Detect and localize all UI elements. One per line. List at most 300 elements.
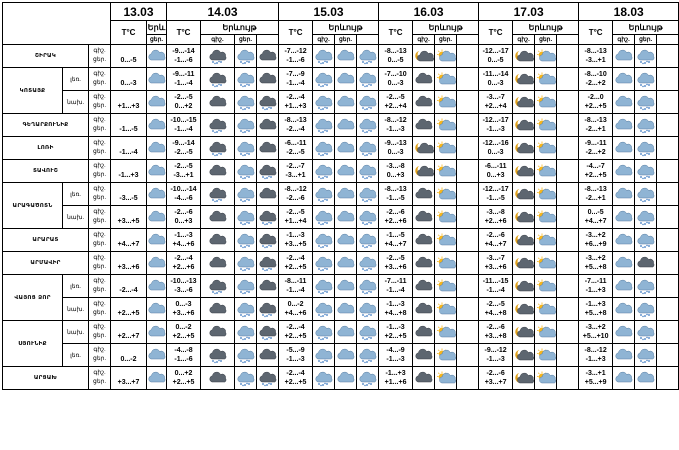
- temp-range: -2...-6 0...+3: [167, 206, 201, 229]
- snow-cloud-icon: [358, 49, 378, 64]
- weather-cell: [335, 160, 357, 183]
- forecast-table: [2, 2, 679, 390]
- weather-cell: [201, 114, 235, 137]
- weather-cell: [201, 321, 235, 344]
- weather-cell: [535, 183, 557, 206]
- weather-cell: [313, 321, 335, 344]
- weather-cell: [535, 298, 557, 321]
- cloud-icon: [147, 118, 167, 133]
- moon-cloud-icon: [514, 302, 534, 317]
- weather-cell: [613, 321, 635, 344]
- temp-range: -2...-6 +4...+7: [479, 229, 513, 252]
- weather-cell: [635, 45, 657, 68]
- weather-cell: [413, 68, 435, 91]
- weather-cell: [235, 91, 257, 114]
- cloud-icon: [336, 302, 356, 317]
- sun-cloud-icon: [436, 118, 456, 133]
- weather-cell: [613, 45, 635, 68]
- temp-range: -3...-7 +2...+4: [479, 91, 513, 114]
- weather-cell: [613, 91, 635, 114]
- dark-snow-cloud-icon: [258, 371, 278, 386]
- region-row: [3, 91, 679, 114]
- phen-col-header: Երևույթ: [201, 21, 279, 35]
- snow-cloud-icon: [636, 210, 656, 225]
- temp-range: -3...+1 +5...+9: [579, 367, 613, 390]
- temp-range: -8...-13 -3...+1: [579, 45, 613, 68]
- weather-cell: [335, 367, 357, 390]
- sun-cloud-icon: [436, 348, 456, 363]
- region-name: ԱՐՄԱՎԻՐ: [3, 252, 89, 275]
- temp-range: -8...-13 -1...-5: [379, 183, 413, 206]
- temp-range: -1...+3 +5...+8: [579, 298, 613, 321]
- sun-cloud-icon: [536, 118, 556, 133]
- cloud-icon: [147, 348, 167, 363]
- weather-cell: [335, 183, 357, 206]
- weather-cell: [513, 137, 535, 160]
- temp-range: -9...-11 -2...+2: [579, 137, 613, 160]
- region-name: ՏԱՎՈՒՇ: [3, 160, 89, 183]
- cloud-icon: [614, 141, 634, 156]
- weather-cell: [435, 298, 457, 321]
- weather-cell: [557, 114, 579, 137]
- weather-cell: [635, 321, 657, 344]
- date-header: 17.03: [479, 3, 579, 21]
- weather-cell: [357, 367, 379, 390]
- day-night-labels: գիշ. ցեր.: [89, 344, 111, 367]
- zone-label: լեռ.: [63, 344, 89, 367]
- snow-cloud-icon: [314, 95, 334, 110]
- weather-cell: [313, 298, 335, 321]
- dark-cloud-icon: [208, 95, 228, 110]
- weather-cell: [435, 183, 457, 206]
- weather-cell: [257, 367, 279, 390]
- region-row: [3, 183, 679, 206]
- weather-cell: [535, 160, 557, 183]
- snow-cloud-icon: [636, 164, 656, 179]
- temp-range: -4...-7 +2...+5: [579, 160, 613, 183]
- dark-cloud-icon: [414, 325, 434, 340]
- cloud-icon: [147, 187, 167, 202]
- weather-cell: [201, 45, 235, 68]
- weather-cell: [657, 91, 679, 114]
- temp-range: -8...-12 -2...-6: [279, 183, 313, 206]
- night-label: գիշ.: [513, 35, 535, 45]
- cloud-icon: [336, 210, 356, 225]
- weather-cell: [513, 183, 535, 206]
- weather-cell: [335, 91, 357, 114]
- temp-col-header: T°C: [479, 21, 513, 45]
- weather-cell: [201, 275, 235, 298]
- sun-cloud-icon: [536, 164, 556, 179]
- sun-cloud-icon: [536, 72, 556, 87]
- weather-cell: [313, 344, 335, 367]
- cloud-icon: [614, 187, 634, 202]
- region-name: ԿՈՏԱՅՔ: [3, 68, 63, 114]
- cloud-icon: [336, 256, 356, 271]
- cloud-icon: [336, 187, 356, 202]
- weather-cell: [357, 298, 379, 321]
- weather-cell: [335, 275, 357, 298]
- weather-cell: [313, 229, 335, 252]
- cloud-icon: [147, 164, 167, 179]
- dark-snow-cloud-icon: [258, 256, 278, 271]
- cloud-icon: [336, 118, 356, 133]
- cloud-icon: [614, 72, 634, 87]
- weather-cell: [557, 252, 579, 275]
- snow-cloud-icon: [314, 118, 334, 133]
- weather-cell: [657, 68, 679, 91]
- weather-cell: [513, 252, 535, 275]
- temp-range: -1...-5: [111, 114, 147, 137]
- weather-cell: [535, 367, 557, 390]
- snow-cloud-icon: [314, 187, 334, 202]
- moon-cloud-icon: [414, 164, 434, 179]
- weather-cell: [513, 45, 535, 68]
- snow-cloud-icon: [314, 279, 334, 294]
- weather-cell: [635, 298, 657, 321]
- moon-cloud-icon: [414, 141, 434, 156]
- weather-cell: [413, 367, 435, 390]
- weather-cell: [413, 114, 435, 137]
- dark-cloud-icon: [208, 164, 228, 179]
- weather-cell: [513, 229, 535, 252]
- weather-cell: [657, 206, 679, 229]
- dark-cloud-icon: [636, 256, 656, 271]
- cloud-icon: [336, 141, 356, 156]
- weather-cell: [235, 321, 257, 344]
- temp-range: 0...-3: [111, 68, 147, 91]
- dark-snow-cloud-icon: [258, 210, 278, 225]
- weather-cell: [257, 137, 279, 160]
- zone-label: լեռ.: [63, 275, 89, 298]
- weather-cell: [257, 252, 279, 275]
- temp-range: +4...+7: [111, 229, 147, 252]
- weather-cell: [513, 68, 535, 91]
- cloud-icon: [614, 210, 634, 225]
- weather-cell: [457, 298, 479, 321]
- temp-range: -9...-14 -2...-5: [167, 137, 201, 160]
- weather-cell: [657, 137, 679, 160]
- day-night-labels: գիշ. ցեր.: [89, 114, 111, 137]
- cloud-icon: [614, 233, 634, 248]
- temp-range: -2...-5 +1...+4: [279, 206, 313, 229]
- moon-cloud-icon: [514, 95, 534, 110]
- weather-cell: [335, 206, 357, 229]
- moon-cloud-icon: [514, 325, 534, 340]
- snow-cloud-icon: [636, 118, 656, 133]
- temp-range: -2...-6 +2...+6: [379, 206, 413, 229]
- moon-cloud-icon: [514, 118, 534, 133]
- weather-cell: [147, 137, 167, 160]
- weather-cell: [413, 45, 435, 68]
- moon-cloud-icon: [514, 141, 534, 156]
- weather-cell: [413, 229, 435, 252]
- weather-cell: [335, 344, 357, 367]
- dark-snow-cloud-icon: [258, 164, 278, 179]
- weather-cell: [257, 206, 279, 229]
- cloud-icon: [614, 164, 634, 179]
- weather-cell: [235, 137, 257, 160]
- region-name: ԱՐԱՐԱՏ: [3, 229, 89, 252]
- temp-range: -1...+3 +1...+6: [379, 367, 413, 390]
- weather-cell: [335, 252, 357, 275]
- weather-cell: [357, 91, 379, 114]
- snow-cloud-icon: [636, 325, 656, 340]
- region-row: [3, 252, 679, 275]
- weather-cell: [235, 344, 257, 367]
- dark-cloud-icon: [414, 210, 434, 225]
- snow-cloud-icon: [314, 141, 334, 156]
- temp-range: -8...-13 -2...+1: [579, 183, 613, 206]
- cloud-icon: [614, 118, 634, 133]
- snow-cloud-icon: [236, 72, 256, 87]
- dark-snow-cloud-icon: [258, 325, 278, 340]
- moon-cloud-icon: [514, 210, 534, 225]
- temp-range: -12...-16 0...-3: [479, 137, 513, 160]
- day-night-labels: գիշ. ցեր.: [89, 252, 111, 275]
- weather-cell: [657, 160, 679, 183]
- phen-col-header: Երևույթ: [313, 21, 379, 35]
- temp-range: -2...-4: [111, 275, 147, 298]
- weather-cell: [313, 45, 335, 68]
- cloud-icon: [147, 325, 167, 340]
- temp-range: -10...-13 -3...-6: [167, 275, 201, 298]
- weather-cell: [457, 91, 479, 114]
- temp-range: -8...-11 -1...-4: [279, 275, 313, 298]
- dark-cloud-icon: [414, 348, 434, 363]
- temp-range: -1...-3 +3...+5: [279, 229, 313, 252]
- snow-cloud-icon: [314, 325, 334, 340]
- weather-cell: [313, 137, 335, 160]
- weather-cell: [313, 367, 335, 390]
- temp-range: -9...-13 0...-3: [379, 137, 413, 160]
- cloud-icon: [147, 302, 167, 317]
- temp-range: -12...-17 -1...-5: [479, 183, 513, 206]
- weather-cell: [201, 206, 235, 229]
- temp-range: -7...-11 -1...+3: [579, 275, 613, 298]
- cloud-icon: [147, 95, 167, 110]
- weather-cell: [613, 367, 635, 390]
- dark-snow-cloud-icon: [208, 187, 228, 202]
- weather-cell: [335, 321, 357, 344]
- day-night-labels: գիշ. ցեր.: [89, 68, 111, 91]
- temp-range: -8...-12 -1...-3: [379, 114, 413, 137]
- snow-cloud-icon: [236, 371, 256, 386]
- weather-cell: [457, 206, 479, 229]
- weather-cell: [201, 183, 235, 206]
- temp-col-header: T°C: [167, 21, 201, 45]
- temp-range: +2...+7: [111, 321, 147, 344]
- cloud-icon: [614, 371, 634, 386]
- day-label: ցեր.: [235, 35, 257, 45]
- moon-cloud-icon: [514, 256, 534, 271]
- weather-cell: [201, 229, 235, 252]
- weather-cell: [147, 160, 167, 183]
- temp-range: +3...+6: [111, 252, 147, 275]
- weather-cell: [613, 160, 635, 183]
- moon-cloud-icon: [514, 371, 534, 386]
- sun-cloud-icon: [436, 187, 456, 202]
- sun-cloud-icon: [536, 233, 556, 248]
- weather-cell: [257, 298, 279, 321]
- night-label: գիշ.: [201, 35, 235, 45]
- weather-cell: [335, 114, 357, 137]
- weather-cell: [557, 160, 579, 183]
- weather-cell: [257, 344, 279, 367]
- region-row: [3, 137, 679, 160]
- temp-range: -9...-14 -1...-6: [167, 45, 201, 68]
- weather-cell: [257, 45, 279, 68]
- snow-cloud-icon: [314, 72, 334, 87]
- weather-cell: [313, 206, 335, 229]
- weather-cell: [357, 321, 379, 344]
- weather-cell: [513, 367, 535, 390]
- temp-range: -2...-6 +3...+8: [479, 321, 513, 344]
- weather-cell: [201, 68, 235, 91]
- sun-cloud-icon: [436, 72, 456, 87]
- snow-cloud-icon: [636, 348, 656, 363]
- day-label: ցեր.: [635, 35, 657, 45]
- cloud-icon: [614, 325, 634, 340]
- dark-cloud-icon: [208, 233, 228, 248]
- temp-range: -6...-11 -2...-5: [279, 137, 313, 160]
- cloud-icon: [614, 302, 634, 317]
- dark-snow-cloud-icon: [208, 348, 228, 363]
- weather-cell: [147, 367, 167, 390]
- region-name: ԼՈՌԻ: [3, 137, 89, 160]
- weather-cell: [657, 367, 679, 390]
- weather-cell: [635, 114, 657, 137]
- dark-snow-cloud-icon: [258, 233, 278, 248]
- weather-cell: [413, 206, 435, 229]
- weather-cell: [557, 183, 579, 206]
- weather-cell: [613, 275, 635, 298]
- moon-cloud-icon: [514, 233, 534, 248]
- day-night-labels: գիշ. ցեր.: [89, 206, 111, 229]
- weather-cell: [147, 206, 167, 229]
- phen-col-header: Երևույթ: [413, 21, 479, 35]
- snow-cloud-icon: [236, 118, 256, 133]
- weather-cell: [235, 229, 257, 252]
- snow-cloud-icon: [236, 348, 256, 363]
- zone-label: լեռ.: [63, 68, 89, 91]
- sun-cloud-icon: [436, 164, 456, 179]
- weather-cell: [457, 252, 479, 275]
- zone-label: նախ.: [63, 91, 89, 114]
- snow-cloud-icon: [358, 233, 378, 248]
- cloud-icon: [147, 256, 167, 271]
- weather-cell: [257, 321, 279, 344]
- day-night-labels: գիշ. ցեր.: [89, 367, 111, 390]
- phen-col-header: Երև: [147, 21, 167, 35]
- weather-cell: [535, 91, 557, 114]
- blank-cell: [257, 35, 279, 45]
- snow-cloud-icon: [358, 256, 378, 271]
- sun-cloud-icon: [536, 302, 556, 317]
- weather-cell: [457, 45, 479, 68]
- temp-range: -10...-15 -1...-4: [167, 114, 201, 137]
- temp-range: -2...-4 +1...+3: [279, 91, 313, 114]
- blank-cell: [557, 35, 579, 45]
- weather-cell: [201, 137, 235, 160]
- weather-cell: [635, 160, 657, 183]
- weather-cell: [513, 344, 535, 367]
- sun-cloud-icon: [436, 210, 456, 225]
- snow-cloud-icon: [358, 302, 378, 317]
- blank-cell: [457, 35, 479, 45]
- temp-range: -6...-11 0...+3: [479, 160, 513, 183]
- weather-cell: [535, 344, 557, 367]
- temp-range: -8...-12 -1...+3: [579, 344, 613, 367]
- weather-cell: [201, 344, 235, 367]
- day-night-labels: գիշ. ցեր.: [89, 137, 111, 160]
- weather-cell: [613, 298, 635, 321]
- weather-cell: [313, 91, 335, 114]
- temp-col-header: T°C: [279, 21, 313, 45]
- night-label: գիշ.: [413, 35, 435, 45]
- zone-label: լեռ.: [63, 183, 89, 206]
- weather-cell: [257, 114, 279, 137]
- dark-cloud-icon: [414, 72, 434, 87]
- date-header: 14.03: [167, 3, 279, 21]
- snow-cloud-icon: [636, 279, 656, 294]
- temp-range: -9...-11 -1...-4: [167, 68, 201, 91]
- weather-cell: [435, 252, 457, 275]
- dark-cloud-icon: [414, 371, 434, 386]
- temp-range: -7...-9 -1...-4: [279, 68, 313, 91]
- cloud-icon: [147, 233, 167, 248]
- cloud-icon: [636, 371, 656, 386]
- temp-range: -8...-13 0...-5: [379, 45, 413, 68]
- weather-cell: [313, 252, 335, 275]
- day-night-labels: գիշ. ցեր.: [89, 298, 111, 321]
- cloud-icon: [147, 371, 167, 386]
- weather-cell: [235, 114, 257, 137]
- snow-cloud-icon: [636, 302, 656, 317]
- weather-cell: [557, 298, 579, 321]
- day-night-labels: գիշ. ցեր.: [89, 91, 111, 114]
- day-night-labels: գիշ. ցեր.: [89, 229, 111, 252]
- weather-cell: [613, 252, 635, 275]
- weather-cell: [335, 298, 357, 321]
- cloud-icon: [614, 348, 634, 363]
- snow-cloud-icon: [358, 164, 378, 179]
- weather-cell: [657, 252, 679, 275]
- temp-range: -3...+2 +5...+8: [579, 252, 613, 275]
- temp-range: -8...-10 -2...+2: [579, 68, 613, 91]
- temp-col-header: T°C: [111, 21, 147, 45]
- dark-cloud-icon: [414, 302, 434, 317]
- weather-cell: [557, 367, 579, 390]
- weather-cell: [635, 91, 657, 114]
- temp-range: -3...+2 +6...+9: [579, 229, 613, 252]
- temp-range: -2...-7 -3...+1: [279, 160, 313, 183]
- zone-label: նախ.: [63, 298, 89, 321]
- sun-cloud-icon: [536, 210, 556, 225]
- temp-range: -3...-8 0...+3: [379, 160, 413, 183]
- weather-cell: [335, 45, 357, 68]
- snow-cloud-icon: [358, 279, 378, 294]
- weather-cell: [235, 275, 257, 298]
- weather-cell: [257, 91, 279, 114]
- temp-col-header: T°C: [379, 21, 413, 45]
- weather-cell: [147, 252, 167, 275]
- weather-cell: [513, 206, 535, 229]
- weather-cell: [657, 183, 679, 206]
- weather-cell: [657, 321, 679, 344]
- weather-cell: [535, 114, 557, 137]
- weather-cell: [613, 229, 635, 252]
